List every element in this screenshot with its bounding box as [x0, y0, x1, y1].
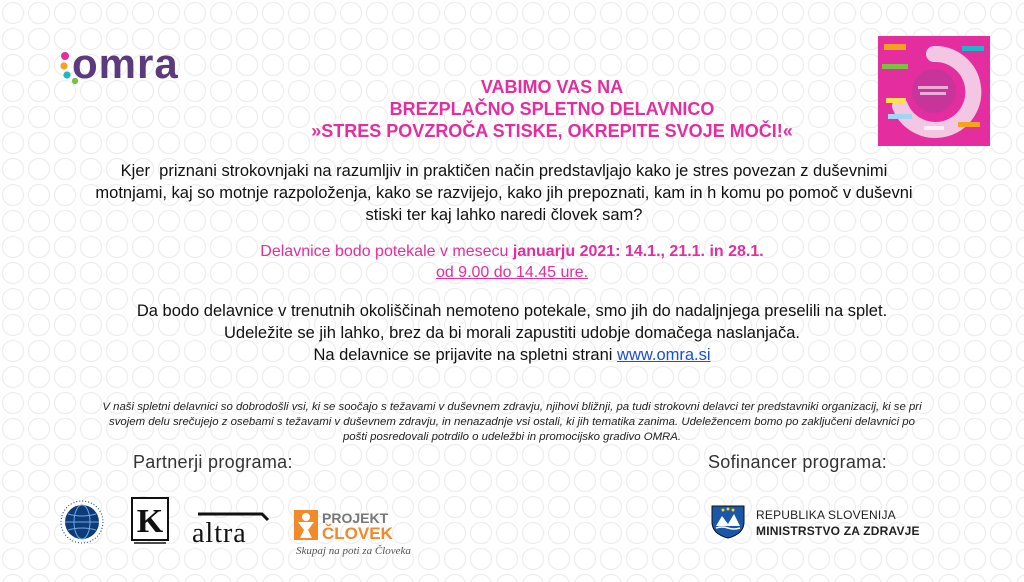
heading-line-2: BREZPLAČNO SPLETNO DELAVNICO — [389, 99, 715, 119]
workshop-dates — [160, 241, 864, 283]
heading-line-1: VABIMO VAS NA — [480, 77, 624, 97]
intro-line-1: Kjer priznani strokovnjaki na razumljiv in praktičen način predstavljajo kako je stres povezan z duševnimi — [120, 162, 888, 180]
svg-text:K: K — [136, 503, 164, 540]
decorative-wordcloud-image — [878, 36, 990, 146]
invitation-heading — [290, 76, 814, 142]
svg-text:omra: omra — [72, 42, 179, 86]
heading-line-3: »STRES POVZROČA STISKE, OKREPITE SVOJE MOČI!« — [311, 121, 793, 141]
svg-text:Skupaj na poti za Človeka: Skupaj na poti za Človeka — [296, 545, 411, 557]
ministry-text — [756, 507, 920, 539]
omra-logo — [58, 42, 223, 86]
note-line-3: pošti posredovali potrdilo o udeležbi in promocijsko gradivo OMRA. — [342, 431, 682, 443]
online-info — [40, 300, 984, 366]
globe-partner-logo — [60, 500, 106, 546]
online-line-2: Udeležite se jih lahko, brez da bi morali zapustiti udobje domačega naslanjača. — [223, 324, 800, 342]
dates-line — [160, 241, 864, 262]
k-partner-logo — [130, 496, 170, 546]
online-line-3-prefix: Na delavnice se prijavite na spletni strani — [313, 346, 618, 364]
dates-bold: januarju 2021: 14.1., 21.1. in 28.1. — [512, 243, 764, 260]
note-line-2: svojem delu srečujejo z osebami s težavami v duševnem zdravju, in nenazadnje vsi ostali, ki jih tematika zanima. Udeležencem bomo po zaključeni delavnici po — [109, 416, 915, 428]
intro-paragraph — [40, 160, 968, 226]
ministry-line-1: REPUBLIKA SLOVENIJA — [756, 508, 896, 522]
slovenia-coat-of-arms-icon — [708, 502, 748, 540]
intro-line-3: stiski ter kaj lahko naredi človek sam? — [365, 206, 643, 224]
dates-prefix: Delavnice bodo potekale v mesecu — [260, 243, 513, 260]
note-line-1: V naši spletni delavnici so dobrodošli vsi, ki se soočajo s težavami v duševnem zdravju, njihovi bližnji, pa tudi strokovni delavci ter predstavniki organizacij, ki se pri — [102, 401, 922, 413]
svg-text:PROJEKT: PROJEKT — [322, 510, 389, 526]
online-line-3 — [40, 344, 984, 366]
omra-website-link[interactable]: www.omra.si — [617, 346, 711, 364]
participation-note — [14, 400, 1010, 445]
cofinancer-title: Sofinancer programa: — [708, 452, 888, 472]
intro-line-2: motnjami, kaj so motnje razpoloženja, kako se razvijejo, kako jih prepoznati, kam in h komu po pomoč v duševni — [95, 184, 913, 202]
projekt-clovek-partner-logo — [292, 506, 442, 558]
partners-title: Partnerji programa: — [133, 452, 293, 472]
svg-text:altra: altra — [192, 518, 247, 548]
ministry-line-2: MINISTRSTVO ZA ZDRAVJE — [756, 524, 920, 538]
online-line-1: Da bodo delavnice v trenutnih okoliščinah nemoteno potekale, smo jih do nadaljnjega preselili na splet. — [136, 302, 888, 320]
altra-partner-logo — [188, 504, 274, 548]
dates-time: od 9.00 do 14.45 ure. — [435, 264, 589, 281]
svg-text:ČLOVEK: ČLOVEK — [322, 524, 393, 543]
